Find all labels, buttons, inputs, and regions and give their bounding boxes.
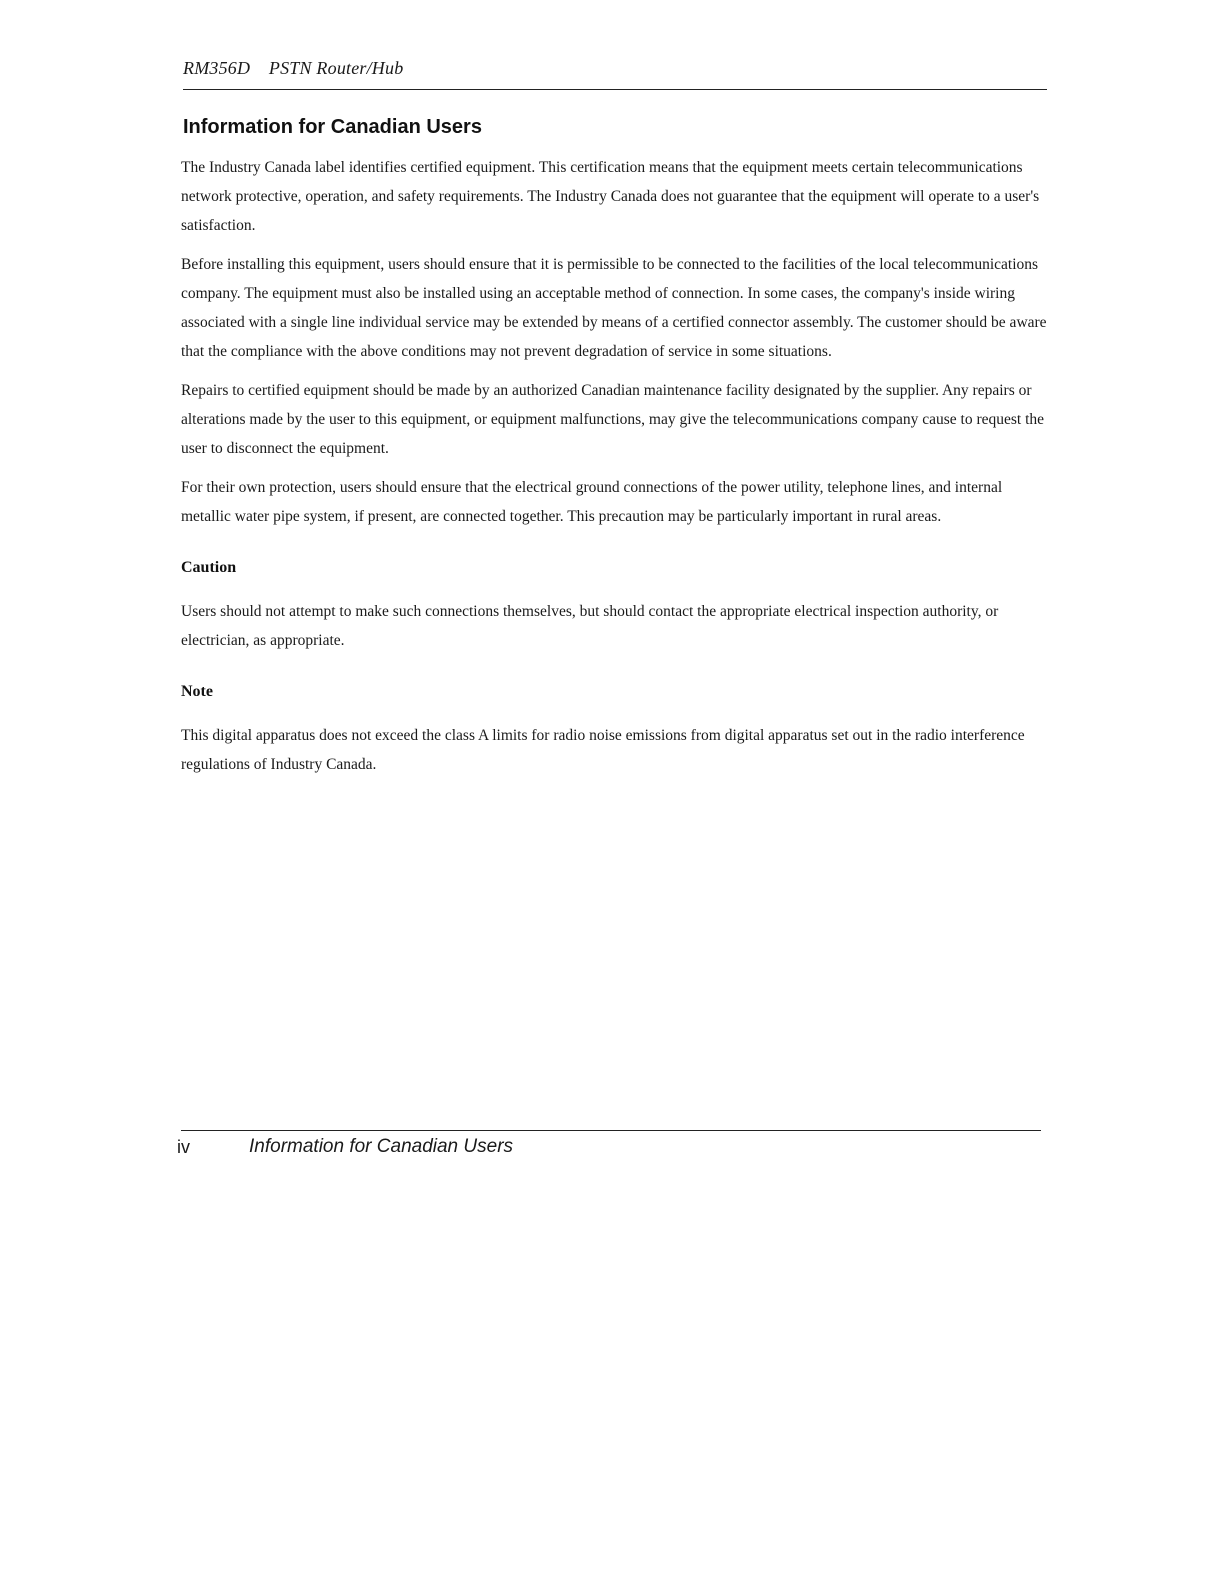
- note-text: This digital apparatus does not exceed the class A limits for radio noise emissions from digital apparatus set out in the radio interference regulations of Industry Canada.: [181, 727, 1025, 773]
- header-model-name: RM356D: [183, 58, 251, 78]
- footer-rule: [181, 1130, 1041, 1131]
- footer-section-title: Information for Canadian Users: [249, 1136, 514, 1157]
- document-body: [181, 116, 1051, 789]
- paragraph-installation: Before installing this equipment, users should ensure that it is permissible to be connected to the facilities of the local telecommunications company. The equipment must also be installed using an acceptable method of connection. In some cases, the company's inside wiring associated with a single line individual service may be extended by means of a certified connector assembly. The customer should be aware that the compliance with the above conditions may not prevent degradation of service in some situations.: [181, 256, 1047, 360]
- page-footer: [177, 1130, 1041, 1170]
- header-product-name: PSTN Router/Hub: [268, 58, 404, 78]
- page-header: [183, 58, 1047, 92]
- paragraph-grounding: For their own protection, users should ensure that the electrical ground connections of the power utility, telephone lines, and internal metallic water pipe system, if present, are connected together. This precaution may be particularly important in rural areas.: [181, 479, 1003, 525]
- note-heading: Note: [181, 683, 213, 700]
- header-rule: [183, 89, 1047, 90]
- caution-heading: Caution: [181, 559, 237, 576]
- paragraph-certification: The Industry Canada label identifies certified equipment. This certification means that the equipment meets certain telecommunications network protective, operation, and safety requirements. The Industry Canada does not guarantee that the equipment will operate to a user's satisfaction.: [181, 159, 1040, 234]
- caution-text: Users should not attempt to make such connections themselves, but should contact the appropriate electrical inspection authority, or electrician, as appropriate.: [181, 603, 999, 649]
- running-header: [183, 58, 1047, 79]
- footer-page-number: iv: [177, 1137, 190, 1157]
- page-title: Information for Canadian Users: [183, 116, 482, 138]
- paragraph-repairs: Repairs to certified equipment should be made by an authorized Canadian maintenance facility designated by the supplier. Any repairs or alterations made by the user to this equipment, or equipment malfunctions, may give the telecommunications company cause to request the user to disconnect the equipment.: [181, 382, 1045, 457]
